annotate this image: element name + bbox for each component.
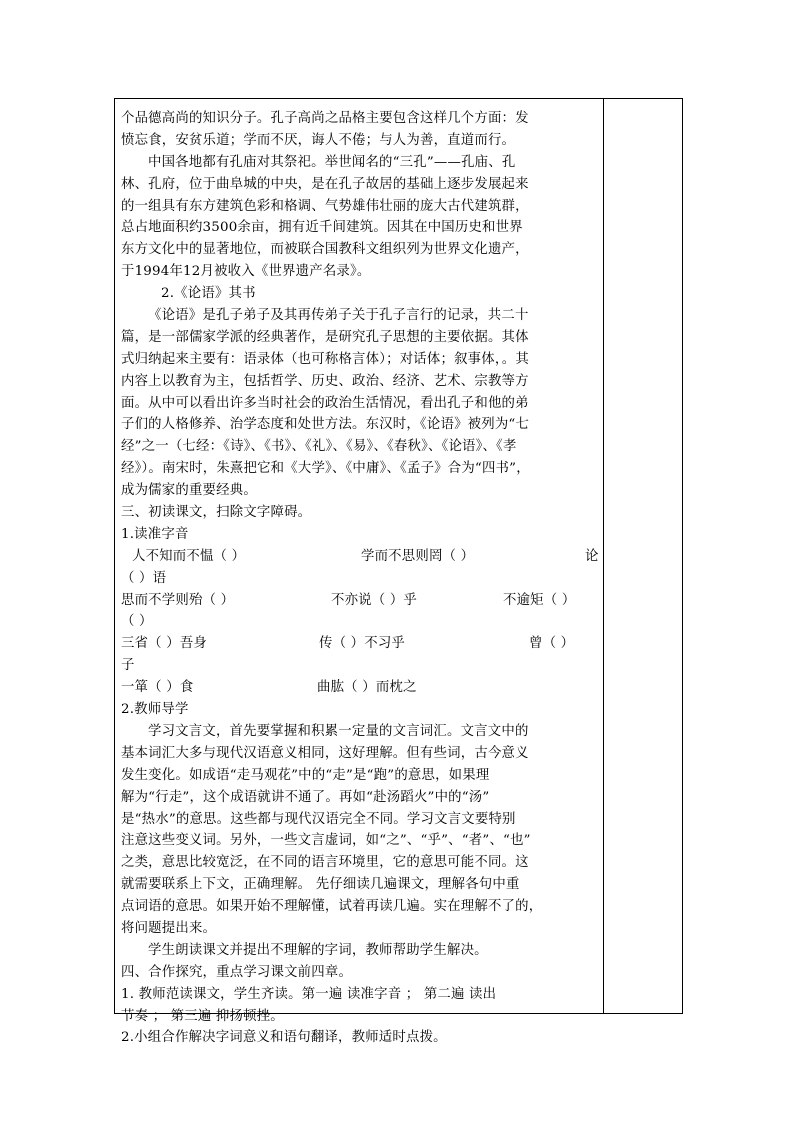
text-line: 子们的人格修养、治学态度和处世方法。东汉时，《论语》被列为“七 — [121, 417, 530, 433]
pron-item: 思而不学则殆（ ） — [121, 592, 235, 608]
pronunciation-row — [121, 546, 599, 568]
subsection-heading: 2.教师导学 — [121, 702, 189, 718]
section-heading: 三、初读课文，扫除文字障碍。 — [121, 505, 312, 521]
text-line: 1. 教师范读课文，学生齐读。第一遍 读准字音 ； 第二遍 读出 — [121, 986, 497, 1002]
text-line: 将问题提出来。 — [121, 920, 217, 936]
pron-item: 人不知而不愠（ ） — [132, 548, 246, 564]
pron-item: 子 — [121, 658, 135, 674]
text-line: 于1994年12月被收入《世界遗产名录》。 — [121, 264, 371, 280]
text-line: 中国各地都有孔庙对其祭祀。举世闻名的“三孔”——孔庙、孔 — [148, 154, 516, 170]
pron-item: 曾（ ） — [529, 636, 575, 652]
text-line: 经》）。南宋时，朱熹把它和《大学》、《中庸》、《孟子》合为“四书”， — [121, 461, 530, 477]
pronunciation-row — [121, 633, 599, 655]
pron-item: 一箪（ ）食 — [121, 680, 194, 696]
text-line: 总占地面积约3500余亩，拥有近千间建筑。因其在中国历史和世界 — [121, 220, 523, 236]
pron-item: 不亦说（ ）乎 — [331, 592, 417, 608]
text-line: 之类，意思比较宽泛，在不同的语言环境里，它的意思可能不同。这 — [121, 855, 529, 871]
text-line: 面。从中可以看出许多当时社会的政治生活情况，看出孔子和他的弟 — [121, 395, 529, 411]
subsection-heading: 1.读准字音 — [121, 526, 189, 542]
text-line: 篇，是一部儒家学派的经典著作，是研究孔子思想的主要依据。其体 — [121, 329, 529, 345]
text-line: 式归纳起来主要有：语录体（也可称格言体）；对话体；叙事体，。其 — [121, 351, 529, 367]
text-line: 个品德高尚的知识分子。孔子高尚之品格主要包含这样几个方面：发 — [121, 111, 529, 126]
text-line: 发生变化。如成语“走马观花”中的“走”是“跑”的意思，如果理 — [121, 767, 490, 783]
section-heading: 四、合作探究，重点学习课文前四章。 — [121, 964, 353, 980]
text-line: 2.小组合作解决字词意义和语句翻译，教师适时点拨。 — [121, 1030, 447, 1046]
content-cell — [121, 99, 599, 1049]
text-line: 成为儒家的重要经典。 — [121, 483, 257, 499]
text-line: 内容上以教育为主，包括哲学、历史、政治、经济、艺术、宗教等方 — [121, 373, 529, 389]
pron-item: （ ） — [121, 614, 153, 630]
text-line: 林、孔府，位于曲阜城的中央，是在孔子故居的基础上逐步发展起来 — [121, 176, 529, 192]
text-line: 的一组具有东方建筑色彩和格调、气势雄伟壮丽的庞大古代建筑群， — [121, 198, 529, 214]
text-line: 点词语的意思。如果开始不理解懂，试着再读几遍。实在理解不了的， — [121, 899, 543, 915]
column-divider — [603, 99, 604, 1013]
pron-item: 三省（ ）吾身 — [121, 636, 207, 652]
text-line: 经”之一（七经：《诗》、《书》、《礼》、《易》、《春秋》、《论语》、《孝 — [121, 439, 517, 455]
text-line: 是“热水”的意思。这些都与现代汉语完全不同。学习文言文要特别 — [121, 811, 516, 827]
pron-item: （ ）语 — [121, 570, 167, 586]
lesson-table — [114, 98, 683, 1046]
text-line: 解为“行走”，这个成语就讲不通了。再如“赴汤蹈火”中的“汤” — [121, 789, 490, 805]
pron-item: 学而不思则罔（ ） — [361, 548, 475, 564]
text-line: 注意这些变义词。另外，一些文言虚词，如“之”、“乎”、“者”、“也” — [121, 833, 531, 849]
text-line: 就需要联系上下文，正确理解。 先仔细读几遍课文，理解各句中重 — [121, 877, 520, 893]
pron-item: 曲肱（ ）而枕之 — [317, 680, 417, 696]
pron-item: 论 — [585, 548, 599, 564]
pronunciation-row — [121, 677, 599, 699]
text-line: 学生朗读课文并提出不理解的字词，教师帮助学生解决。 — [148, 942, 488, 958]
text-line: 节奏 ； 第三遍 抑扬顿挫。 — [121, 1008, 284, 1024]
text-line: 东方文化中的显著地位，而被联合国教科文组织列为世界文化遗产， — [121, 242, 529, 258]
section-heading: 2.《论语》其书 — [161, 286, 256, 302]
text-line: 基本词汇大多与现代汉语意义相同，这好理解。但有些词，古今意义 — [121, 745, 529, 761]
text-line: 学习文言文，首先要掌握和积累一定量的文言词汇。文言文中的 — [148, 723, 529, 739]
text-line: 愤忘食，安贫乐道；学而不厌，诲人不倦；与人为善，直道而行。 — [121, 132, 516, 148]
pron-item: 传（ ）不习乎 — [319, 636, 405, 652]
text-line: 《论语》是孔子弟子及其再传弟子关于孔子言行的记录，共二十 — [148, 308, 529, 324]
pron-item: 不逾矩（ ） — [503, 592, 576, 608]
pronunciation-row — [121, 590, 599, 612]
